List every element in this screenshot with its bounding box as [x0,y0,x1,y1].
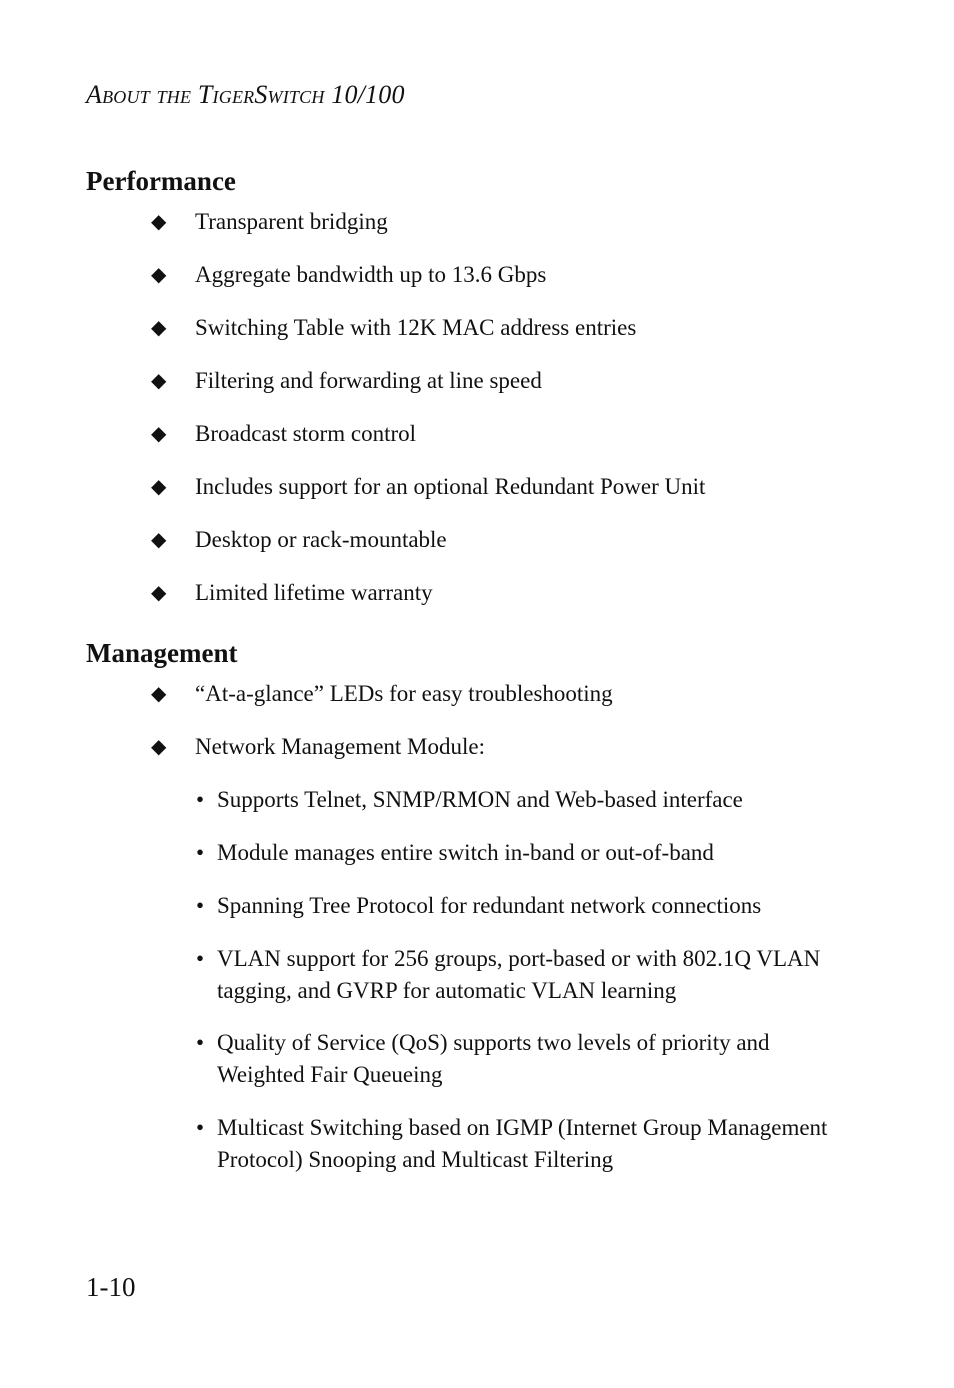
sub-list-item [196,784,856,816]
diamond-bullet-icon: ◆ [151,476,167,498]
sub-list-item-text: Multicast Switching based on IGMP (Internet Group Management Protocol) Snooping and Multicast Filtering [217,1115,828,1172]
dot-bullet-icon: • [196,946,205,971]
list-item-text: Filtering and forwarding at line speed [195,368,542,393]
list-item-text: Desktop or rack-mountable [195,527,447,552]
dot-bullet-icon: • [196,787,205,812]
sub-list-item [196,890,856,922]
diamond-bullet-icon: ◆ [151,211,167,233]
list-item-text: Transparent bridging [195,209,388,234]
management-heading: Management [86,638,238,668]
running-header: About the TigerSwitch 10/100 [86,80,405,109]
sub-list-item-text: VLAN support for 256 groups, port-based or with 802.1Q VLAN tagging, and GVRP for automatic VLAN learning [217,946,821,1003]
page-number: 1-10 [86,1272,136,1302]
diamond-bullet-icon: ◆ [151,529,167,551]
dot-bullet-icon: • [196,840,205,865]
sub-list-item [196,837,856,869]
list-item-text: Broadcast storm control [195,421,417,446]
list-item-text: Switching Table with 12K MAC address entries [195,315,637,340]
diamond-bullet-icon: ◆ [151,370,167,392]
sub-list-item-text: Spanning Tree Protocol for redundant network connections [217,893,762,918]
sub-list-item-text: Quality of Service (QoS) supports two levels of priority and Weighted Fair Queueing [217,1030,770,1087]
dot-bullet-icon: • [196,893,205,918]
diamond-bullet-icon: ◆ [151,264,167,286]
sub-list-item [196,1112,856,1176]
dot-bullet-icon: • [196,1115,205,1140]
list-item-text: “At-a-glance” LEDs for easy troubleshooting [195,681,613,706]
diamond-bullet-icon: ◆ [151,423,167,445]
list-item-text: Aggregate bandwidth up to 13.6 Gbps [195,262,547,287]
list-item-text: Limited lifetime warranty [195,580,433,605]
list-item-text: Includes support for an optional Redundant Power Unit [195,474,706,499]
sub-list-item [196,1027,856,1091]
diamond-bullet-icon: ◆ [151,582,167,604]
dot-bullet-icon: • [196,1030,205,1055]
diamond-bullet-icon: ◆ [151,736,167,758]
diamond-bullet-icon: ◆ [151,317,167,339]
list-item-text: Network Management Module: [195,734,485,759]
sub-list-item-text: Module manages entire switch in-band or out-of-band [217,840,714,865]
sub-list-item-text: Supports Telnet, SNMP/RMON and Web-based interface [217,787,743,812]
performance-heading: Performance [86,166,236,196]
diamond-bullet-icon: ◆ [151,683,167,705]
sub-list-item [196,943,856,1007]
